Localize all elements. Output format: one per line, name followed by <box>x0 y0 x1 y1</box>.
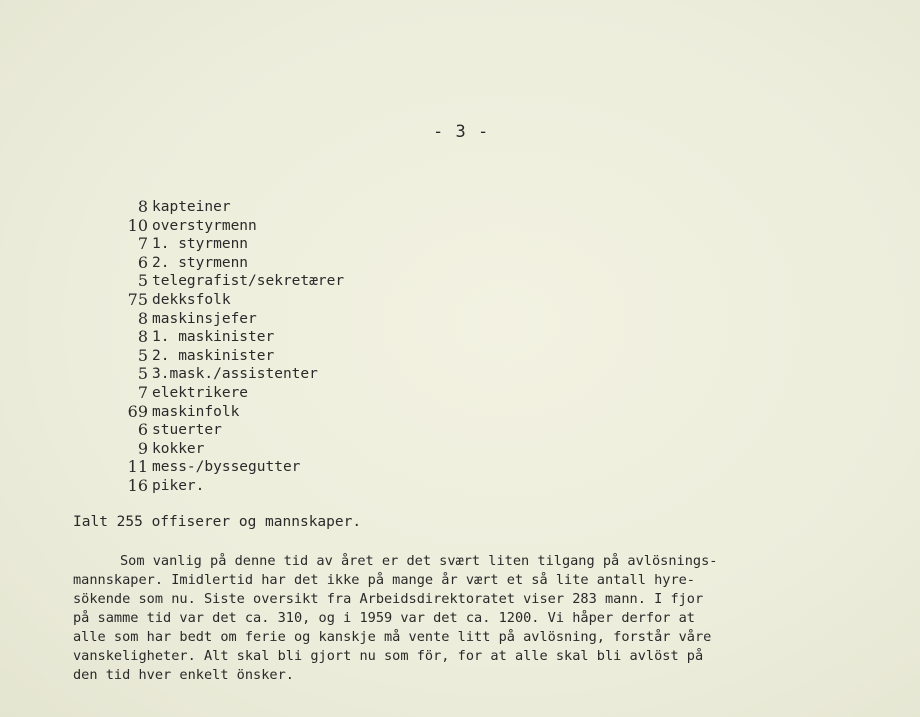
crew-count: 7 <box>137 234 148 254</box>
crew-count: 5 <box>137 345 148 365</box>
crew-count: 16 <box>127 475 148 495</box>
crew-count: 7 <box>137 382 148 402</box>
crew-count: 6 <box>137 420 148 440</box>
crew-role: stuerter <box>152 422 222 439</box>
crew-row <box>110 458 344 477</box>
crew-count: 8 <box>137 197 148 216</box>
crew-count: 11 <box>127 457 148 477</box>
body-paragraph <box>73 552 717 685</box>
crew-role: 3.mask./assistenter <box>152 366 318 383</box>
crew-count: 9 <box>137 438 148 458</box>
crew-role: 1. maskinister <box>152 329 275 346</box>
paragraph-line: på samme tid var det ca. 310, og i 1959 var det ca. 1200. Vi håper derfor at <box>73 610 695 626</box>
page-number: - 3 - <box>433 122 490 142</box>
crew-row <box>110 291 344 310</box>
crew-role: overstyrmenn <box>152 217 257 234</box>
crew-role: telegrafist/sekretærer <box>152 273 345 290</box>
crew-row <box>110 440 344 459</box>
crew-count: 10 <box>127 215 148 235</box>
crew-role: elektrikere <box>152 384 249 401</box>
crew-row <box>110 403 344 422</box>
crew-row <box>110 198 344 217</box>
crew-row <box>110 421 344 440</box>
paragraph-line: Som vanlig på denne tid av året er det svært liten tilgang på avlösnings- <box>120 553 718 569</box>
crew-row <box>110 328 344 347</box>
crew-row <box>110 254 344 273</box>
crew-role: 1. styrmenn <box>152 236 249 253</box>
crew-role: maskinfolk <box>152 403 240 420</box>
crew-role: 2. styrmenn <box>152 254 249 271</box>
crew-count: 5 <box>137 364 148 384</box>
crew-row <box>110 347 344 366</box>
crew-count: 6 <box>137 252 148 272</box>
paragraph-line: alle som har bedt om ferie og kanskje må vente litt på avlösning, forstår våre <box>73 629 712 645</box>
crew-role: kokker <box>152 440 205 457</box>
crew-list <box>110 198 344 496</box>
crew-row <box>110 272 344 291</box>
crew-role: 2. maskinister <box>152 347 275 364</box>
crew-row <box>110 310 344 329</box>
crew-role: piker. <box>152 477 205 494</box>
crew-role: maskinsjefer <box>152 310 257 327</box>
crew-role: mess-/byssegutter <box>152 459 301 476</box>
total-line: Ialt 255 offiserer og mannskaper. <box>73 514 362 530</box>
crew-count: 8 <box>137 308 148 328</box>
crew-role: kapteiner <box>152 199 231 215</box>
paragraph-line: mannskaper. Imidlertid har det ikke på mange år vært et så lite antall hyre- <box>73 572 695 588</box>
crew-count: 8 <box>137 327 148 347</box>
crew-row <box>110 217 344 236</box>
crew-role: dekksfolk <box>152 291 231 308</box>
crew-row <box>110 384 344 403</box>
crew-count: 69 <box>127 401 148 421</box>
crew-count: 5 <box>137 271 148 291</box>
paragraph-line: vanskeligheter. Alt skal bli gjort nu som för, for at alle skal bli avlöst på <box>73 648 704 664</box>
crew-row <box>110 235 344 254</box>
crew-row <box>110 365 344 384</box>
paragraph-line: den tid hver enkelt önsker. <box>73 667 294 683</box>
crew-row <box>110 477 344 496</box>
paragraph-line: sökende som nu. Siste oversikt fra Arbeidsdirektoratet viser 283 mann. I fjor <box>73 591 704 607</box>
crew-count: 75 <box>127 289 148 309</box>
